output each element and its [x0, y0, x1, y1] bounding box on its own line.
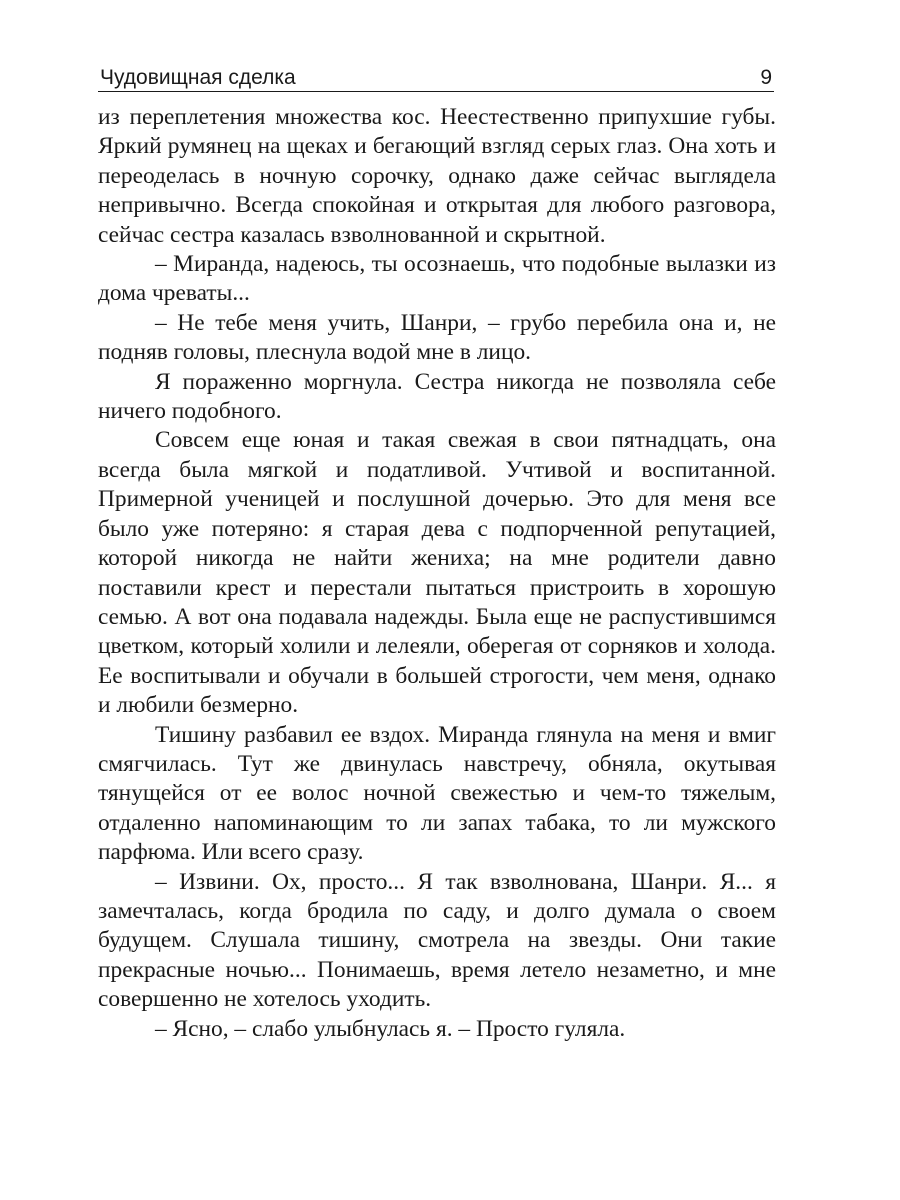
- body-text: [98, 103, 776, 1044]
- paragraph-6: Тишину разбавил ее вздох. Миранда глянула на меня и вмиг смягчилась. Тут же двинулась навстречу, обняла, окутывая тянущейся от ее волос ночной свежестью и чем-то тяжелым, отдаленно напоминающим то ли запах табака, то ли мужского парфюма. Или всего сразу.: [98, 721, 776, 866]
- paragraph-5: Совсем еще юная и такая свежая в свои пятнадцать, она всегда была мягкой и податливой. Учтивой и воспитанной. Примерной ученицей и послушной дочерью. Это для меня все было уже потеряно: я старая дева с подпорченной репутацией, которой никогда не найти жениха; на мне родители давно поставили крест и перестали пытаться пристроить в хорошую семью. А вот она подавала надежды. Была еще не распустившимся цветком, который холили и лелеяли, оберегая от сорняков и холода. Ее воспитывали и обучали в большей строгости, чем меня, однако и любили безмерно.: [98, 427, 776, 719]
- book-title: Чудовищная сделка: [100, 66, 296, 89]
- running-head: [100, 56, 772, 90]
- page-number: 9: [760, 66, 772, 89]
- header-rule: [98, 91, 774, 92]
- paragraph-7: – Извини. Ох, просто... Я так взволнована, Шанри. Я... я замечталась, когда бродила по саду, и долго думала о своем будущем. Слушала тишину, смотрела на звезды. Они такие прекрасные ночью... Понимаешь, время летело незаметно, и мне совершенно не хотелось уходить.: [98, 868, 776, 1013]
- paragraph-3: – Не тебе меня учить, Шанри, – грубо перебила она и, не подняв головы, плеснула водой мне в лицо.: [98, 309, 776, 366]
- paragraph-4: Я пораженно моргнула. Сестра никогда не позволяла себе ничего подобного.: [98, 368, 776, 425]
- paragraph-8: – Ясно, – слабо улыбнулась я. – Просто гуляла.: [155, 1015, 626, 1042]
- paragraph-2: – Миранда, надеюсь, ты осознаешь, что подобные вылазки из дома чреваты...: [98, 251, 776, 307]
- paragraph-1: из переплетения множества кос. Неестественно припухшие губы. Яркий румянец на щеках и бегающий взгляд серых глаз. Она хоть и переоделась в ночную сорочку, однако даже сейчас выглядела непривычно. Всегда спокойная и открытая для любого разговора, сейчас сестра казалась взволнованной и скрытной.: [98, 104, 776, 248]
